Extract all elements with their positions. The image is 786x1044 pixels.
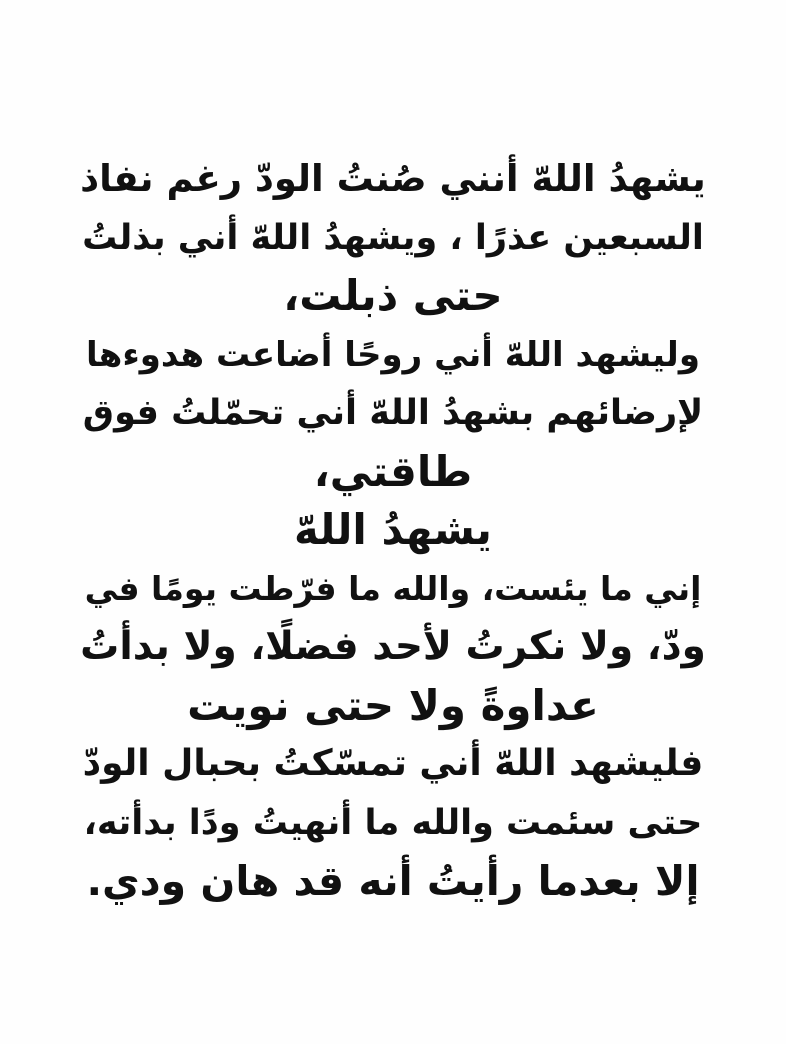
poem-line: يشهدُ اللهّ — [294, 505, 492, 554]
poem-line: لإرضائهم بشهدُ اللهّ أني تحمّلتُ فوق — [82, 393, 704, 433]
poem-line: السبعين عذرًا ، ويشهدُ اللهّ أني بذلتُ — [82, 217, 704, 258]
poem-line: حتى ذبلت، — [283, 271, 503, 320]
poem-line: إلا بعدما رأيتُ أنه قد هان ودي. — [86, 857, 700, 905]
poem-line: ودّ، ولا نكرتُ لأحد فضلًا، ولا بدأتُ — [80, 624, 706, 669]
poem-line: حتى سئمت والله ما أنهيتُ ودًا بدأته، — [83, 802, 703, 843]
poem-line: يشهدُ اللهّ أنني صُنتُ الودّ رغم نفاذ — [80, 157, 706, 200]
poem-text-block — [80, 150, 706, 911]
poem-line: عداوةً ولا حتى نويت — [187, 680, 599, 730]
poem-line: وليشهد اللهّ أني روحًا أضاعت هدوءها — [86, 334, 700, 375]
poem-line: فليشهد اللهّ أني تمسّكتُ بحبال الودّ — [82, 743, 704, 784]
poem-line: طاقتي، — [313, 446, 473, 496]
poem-line: إني ما يئست، والله ما فرّطت يومًا في — [84, 568, 702, 608]
